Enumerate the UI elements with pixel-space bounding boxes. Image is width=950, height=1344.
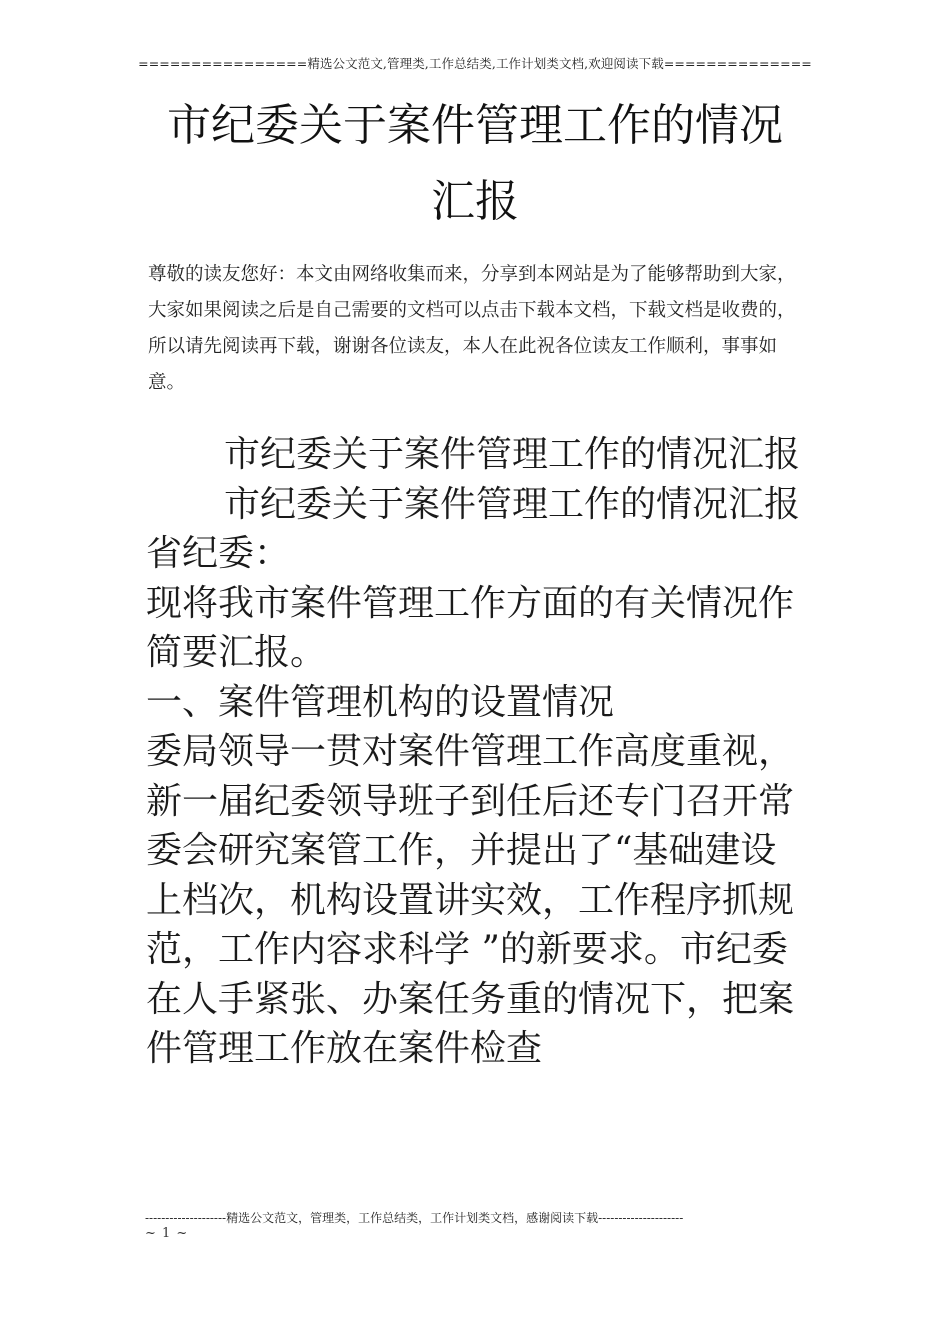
page-number: ~ 1 ~: [145, 1226, 189, 1241]
body-title-repeat-1: 市纪委关于案件管理工作的情况汇报: [224, 434, 801, 475]
section-1-paragraph: 委局领导一贯对案件管理工作高度重视，新一届纪委领导班子到任后还专门召开常委会研究案管工作，并提出了“基础建设上档次，机构设置讲实效，工作程序抓规范，工作内容求科学 ”的新要求。市纪委在人手紧张、办案任务重的情况下，把案件管理工作放在案件检查: [146, 731, 795, 1069]
section-1-heading: 一、案件管理机构的设置情况: [146, 681, 615, 723]
header-banner: ================精选公文范文,管理类,工作总结类,工作计划类文档,欢迎阅读下载==============: [138, 56, 812, 71]
intro-paragraph: 现将我市案件管理工作方面的有关情况作简要汇报。: [146, 582, 795, 673]
document-body: [146, 430, 808, 1074]
footer-banner: --------------------精选公文范文，管理类，工作总结类，工作计划类文档，感谢阅读下载---------------------: [145, 1211, 684, 1225]
body-title-repeat-2: 市纪委关于案件管理工作的情况汇报: [224, 483, 801, 525]
document-title: 市纪委关于案件管理工作的情况汇报: [167, 100, 783, 227]
addressee: 省纪委：: [146, 533, 291, 574]
reader-greeting: 尊敬的读友您好：本文由网络收集而来，分享到本网站是为了能够帮助到大家，大家如果阅读之后是自己需要的文档可以点击下载本文档，下载文档是收费的，所以请先阅读再下载，谢谢各位读友，本人在此祝各位读友工作顺利，事事如意。: [148, 264, 796, 393]
